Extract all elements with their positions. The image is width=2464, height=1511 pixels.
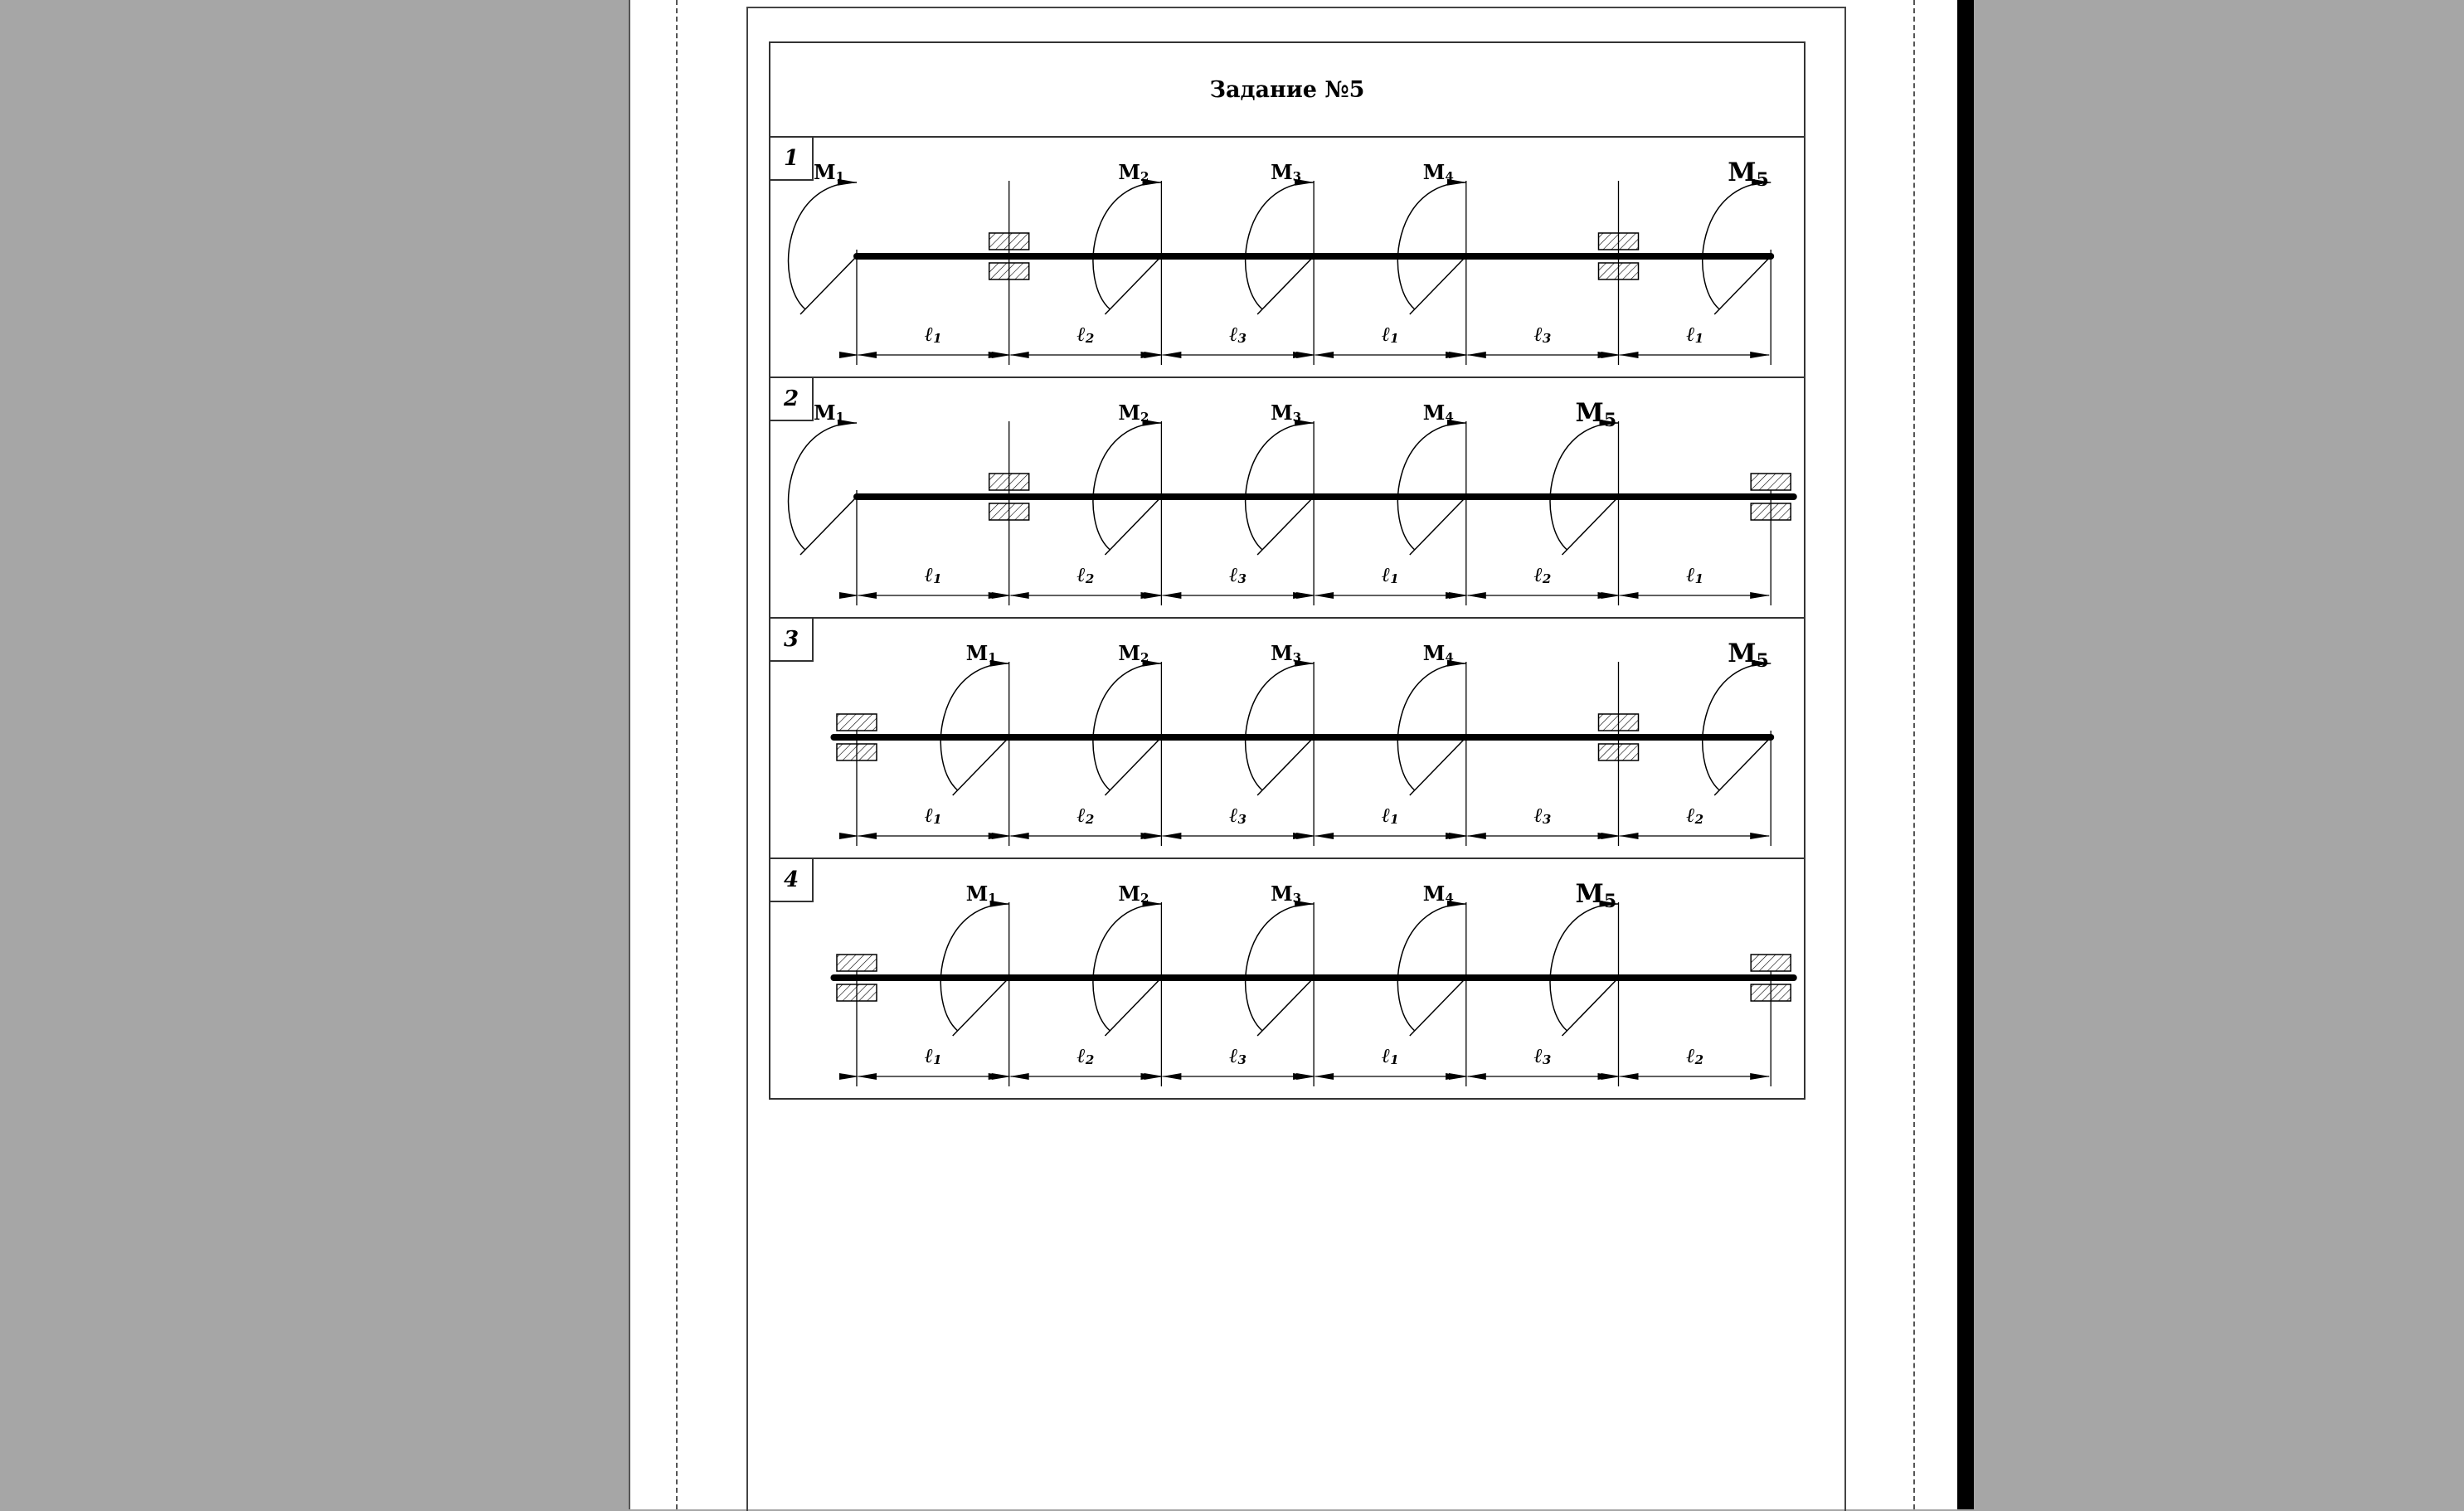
dimension-3 bbox=[1162, 322, 1312, 358]
length-subscript: 3 bbox=[1237, 1052, 1247, 1067]
bearing-bottom bbox=[837, 744, 877, 760]
dimension-arrow bbox=[1315, 1073, 1334, 1080]
diagram-number: 4 bbox=[770, 859, 814, 902]
moment-arc bbox=[940, 904, 1008, 1031]
moment-leader bbox=[1562, 497, 1619, 555]
moment-subscript: 2 bbox=[1140, 410, 1149, 425]
length-label: ℓ3 bbox=[1229, 562, 1247, 586]
moment-subscript: 1 bbox=[835, 169, 845, 184]
length-label: ℓ3 bbox=[1229, 803, 1247, 827]
moment-3 bbox=[1246, 160, 1314, 314]
dimension-arrow bbox=[858, 833, 877, 839]
moment-arc bbox=[1397, 904, 1465, 1031]
length-subscript: 3 bbox=[1237, 331, 1247, 346]
bearing-top bbox=[989, 474, 1029, 490]
moment-arc bbox=[1246, 182, 1314, 309]
bearing-bottom bbox=[1599, 744, 1639, 760]
length-subscript: 2 bbox=[1085, 812, 1095, 827]
dimension-1 bbox=[858, 322, 1008, 358]
length-label: ℓ3 bbox=[1229, 1043, 1247, 1067]
dimension-arrow bbox=[1467, 833, 1486, 839]
length-label: ℓ1 bbox=[1686, 562, 1704, 586]
length-subscript: 3 bbox=[1237, 812, 1247, 827]
moment-leader bbox=[1257, 978, 1314, 1036]
diagram-row-3 bbox=[770, 619, 1804, 859]
moment-label: M5 bbox=[1575, 879, 1617, 912]
moment-subscript: 5 bbox=[1756, 650, 1769, 672]
moment-label: M4 bbox=[1422, 160, 1454, 184]
moment-2 bbox=[1093, 641, 1161, 795]
moment-label: M4 bbox=[1422, 641, 1454, 665]
moment-arc bbox=[1093, 663, 1161, 790]
dimension-6 bbox=[1620, 562, 1770, 599]
moment-label: M3 bbox=[1271, 882, 1302, 906]
moment-leader bbox=[1562, 978, 1619, 1036]
bearing-top bbox=[837, 955, 877, 971]
moment-leader bbox=[1257, 256, 1314, 314]
moment-subscript: 1 bbox=[988, 891, 997, 906]
moment-label: M3 bbox=[1271, 160, 1302, 184]
moment-label: M1 bbox=[814, 160, 845, 184]
dimension-arrow bbox=[1620, 833, 1639, 839]
bearing-bottom bbox=[989, 503, 1029, 520]
dimension-5 bbox=[1467, 1043, 1617, 1080]
moment-subscript: 1 bbox=[835, 410, 845, 425]
length-subscript: 2 bbox=[1694, 1052, 1704, 1067]
moment-leader bbox=[1410, 737, 1466, 795]
moment-1 bbox=[940, 882, 1008, 1036]
moment-1 bbox=[940, 641, 1008, 795]
dimension-2 bbox=[1010, 803, 1160, 839]
dimension-4 bbox=[1315, 803, 1465, 839]
bearing-top bbox=[989, 233, 1029, 250]
moment-arc bbox=[1550, 423, 1618, 550]
dimension-arrow bbox=[1620, 592, 1639, 599]
moment-label: M2 bbox=[1118, 160, 1149, 184]
moment-label: M5 bbox=[1575, 398, 1617, 431]
bearing-top bbox=[1751, 474, 1791, 490]
moment-leader bbox=[800, 256, 857, 314]
dimension-6 bbox=[1620, 322, 1770, 358]
moment-leader bbox=[1410, 497, 1466, 555]
moment-subscript: 4 bbox=[1445, 169, 1454, 184]
dimension-arrow bbox=[1620, 1073, 1639, 1080]
dimension-arrow bbox=[1162, 833, 1181, 839]
length-label: ℓ1 bbox=[1381, 803, 1399, 827]
moment-leader bbox=[1410, 256, 1466, 314]
task-table bbox=[769, 41, 1805, 1100]
moment-1 bbox=[789, 160, 857, 314]
dimension-arrow bbox=[1010, 833, 1029, 839]
length-subscript: 3 bbox=[1542, 812, 1552, 827]
moment-subscript: 4 bbox=[1445, 410, 1454, 425]
moment-leader bbox=[1105, 978, 1161, 1036]
moment-subscript: 2 bbox=[1140, 169, 1149, 184]
length-subscript: 2 bbox=[1694, 812, 1704, 827]
length-subscript: 1 bbox=[1694, 571, 1704, 586]
moment-label: M3 bbox=[1271, 401, 1302, 425]
dimension-1 bbox=[858, 803, 1008, 839]
dimension-arrow bbox=[1467, 352, 1486, 358]
length-label: ℓ2 bbox=[1686, 803, 1704, 827]
moment-arc bbox=[1703, 663, 1771, 790]
beam-scheme-2 bbox=[770, 378, 1804, 619]
dimension-arrow bbox=[858, 1073, 877, 1080]
length-label: ℓ2 bbox=[1076, 322, 1095, 346]
moment-1 bbox=[789, 401, 857, 555]
moment-arc bbox=[1246, 904, 1314, 1031]
dimension-arrow bbox=[1315, 592, 1334, 599]
moment-arc bbox=[1246, 423, 1314, 550]
moment-subscript: 1 bbox=[988, 650, 997, 665]
length-label: ℓ3 bbox=[1229, 322, 1247, 346]
moment-3 bbox=[1246, 401, 1314, 555]
length-label: ℓ1 bbox=[924, 322, 942, 346]
moment-subscript: 4 bbox=[1445, 650, 1454, 665]
moment-5 bbox=[1703, 639, 1771, 795]
length-subscript: 1 bbox=[1694, 331, 1704, 346]
dimension-arrow bbox=[858, 592, 877, 599]
page-edge-shadow bbox=[1957, 0, 1974, 1509]
dimension-2 bbox=[1010, 1043, 1160, 1080]
moment-5 bbox=[1550, 398, 1618, 555]
moment-label: M4 bbox=[1422, 882, 1454, 906]
moment-5 bbox=[1703, 158, 1771, 314]
dimension-arrow bbox=[858, 352, 877, 358]
moment-subscript: 5 bbox=[1756, 169, 1769, 191]
length-label: ℓ1 bbox=[1381, 1043, 1399, 1067]
length-label: ℓ1 bbox=[924, 1043, 942, 1067]
diagram-number: 1 bbox=[770, 138, 814, 181]
length-label: ℓ3 bbox=[1533, 803, 1552, 827]
dimension-6 bbox=[1620, 1043, 1770, 1080]
bearing-bottom bbox=[837, 984, 877, 1001]
dimension-arrow bbox=[1620, 352, 1639, 358]
length-label: ℓ2 bbox=[1076, 562, 1095, 586]
length-subscript: 1 bbox=[933, 571, 942, 586]
moment-leader bbox=[1257, 497, 1314, 555]
moment-subscript: 2 bbox=[1140, 650, 1149, 665]
diagram-row-2 bbox=[770, 378, 1804, 619]
moment-subscript: 2 bbox=[1140, 891, 1149, 906]
moment-arc bbox=[1093, 182, 1161, 309]
moment-subscript: 3 bbox=[1292, 169, 1302, 184]
moment-2 bbox=[1093, 882, 1161, 1036]
moment-label: M1 bbox=[965, 882, 997, 906]
bearing-bottom bbox=[1751, 984, 1791, 1001]
moment-5 bbox=[1550, 879, 1618, 1036]
beam-scheme-1 bbox=[770, 138, 1804, 378]
moment-label: M2 bbox=[1118, 882, 1149, 906]
dimension-1 bbox=[858, 1043, 1008, 1080]
moment-subscript: 3 bbox=[1292, 650, 1302, 665]
dimension-6 bbox=[1620, 803, 1770, 839]
length-label: ℓ2 bbox=[1076, 1043, 1095, 1067]
moment-label: M5 bbox=[1728, 158, 1769, 191]
dimension-arrow bbox=[1010, 1073, 1029, 1080]
dimension-2 bbox=[1010, 562, 1160, 599]
moment-label: M2 bbox=[1118, 401, 1149, 425]
length-subscript: 2 bbox=[1085, 1052, 1095, 1067]
dimension-4 bbox=[1315, 562, 1465, 599]
dimension-arrow bbox=[1010, 352, 1029, 358]
moment-leader bbox=[1714, 256, 1771, 314]
left-margin-guide bbox=[676, 0, 678, 1509]
moment-leader bbox=[1105, 256, 1161, 314]
length-subscript: 1 bbox=[933, 812, 942, 827]
dimension-1 bbox=[858, 562, 1008, 599]
moment-2 bbox=[1093, 160, 1161, 314]
length-subscript: 3 bbox=[1542, 331, 1552, 346]
length-subscript: 2 bbox=[1085, 571, 1095, 586]
length-subscript: 3 bbox=[1542, 1052, 1552, 1067]
moment-arc bbox=[1397, 182, 1465, 309]
length-subscript: 1 bbox=[1390, 1052, 1399, 1067]
length-subscript: 2 bbox=[1085, 331, 1095, 346]
moment-subscript: 4 bbox=[1445, 891, 1454, 906]
moment-label: M1 bbox=[814, 401, 845, 425]
dimension-arrow bbox=[1162, 1073, 1181, 1080]
length-label: ℓ1 bbox=[1686, 322, 1704, 346]
diagram-number: 3 bbox=[770, 619, 814, 662]
moment-4 bbox=[1397, 401, 1465, 555]
moment-2 bbox=[1093, 401, 1161, 555]
moment-leader bbox=[1105, 737, 1161, 795]
length-label: ℓ1 bbox=[924, 562, 942, 586]
moment-arc bbox=[1397, 663, 1465, 790]
moment-arc bbox=[1093, 904, 1161, 1031]
length-subscript: 1 bbox=[1390, 331, 1399, 346]
moment-arc bbox=[1093, 423, 1161, 550]
moment-3 bbox=[1246, 882, 1314, 1036]
dimension-arrow bbox=[1010, 592, 1029, 599]
length-subscript: 2 bbox=[1542, 571, 1552, 586]
moment-4 bbox=[1397, 882, 1465, 1036]
length-subscript: 3 bbox=[1237, 571, 1247, 586]
moment-arc bbox=[789, 423, 857, 550]
moment-label: M3 bbox=[1271, 641, 1302, 665]
moment-leader bbox=[800, 497, 857, 555]
diagram-row-4 bbox=[770, 859, 1804, 1100]
length-label: ℓ2 bbox=[1686, 1043, 1704, 1067]
bearing-bottom bbox=[989, 263, 1029, 279]
length-subscript: 1 bbox=[1390, 812, 1399, 827]
diagram-row-1 bbox=[770, 138, 1804, 378]
moment-subscript: 5 bbox=[1603, 410, 1617, 431]
moment-leader bbox=[953, 737, 1009, 795]
moment-leader bbox=[1105, 497, 1161, 555]
length-label: ℓ1 bbox=[924, 803, 942, 827]
bearing-bottom bbox=[1599, 263, 1639, 279]
moment-4 bbox=[1397, 160, 1465, 314]
moment-leader bbox=[1714, 737, 1771, 795]
dimension-arrow bbox=[1162, 592, 1181, 599]
moment-subscript: 3 bbox=[1292, 891, 1302, 906]
dimension-4 bbox=[1315, 322, 1465, 358]
moment-arc bbox=[1246, 663, 1314, 790]
length-label: ℓ1 bbox=[1381, 562, 1399, 586]
bearing-bottom bbox=[1751, 503, 1791, 520]
dimension-2 bbox=[1010, 322, 1160, 358]
right-margin-guide bbox=[1913, 0, 1915, 1509]
beam-scheme-4 bbox=[770, 859, 1804, 1098]
length-subscript: 1 bbox=[933, 1052, 942, 1067]
moment-leader bbox=[953, 978, 1009, 1036]
moment-leader bbox=[1257, 737, 1314, 795]
length-label: ℓ2 bbox=[1533, 562, 1552, 586]
dimension-arrow bbox=[1467, 592, 1486, 599]
moment-leader bbox=[1410, 978, 1466, 1036]
moment-subscript: 3 bbox=[1292, 410, 1302, 425]
length-label: ℓ3 bbox=[1533, 322, 1552, 346]
bearing-top bbox=[1599, 714, 1639, 731]
dimension-3 bbox=[1162, 1043, 1312, 1080]
moment-4 bbox=[1397, 641, 1465, 795]
moment-subscript: 5 bbox=[1603, 891, 1617, 912]
dimension-5 bbox=[1467, 562, 1617, 599]
length-subscript: 1 bbox=[1390, 571, 1399, 586]
moment-label: M5 bbox=[1728, 639, 1769, 672]
title-row bbox=[770, 43, 1804, 138]
moment-3 bbox=[1246, 641, 1314, 795]
moment-label: M2 bbox=[1118, 641, 1149, 665]
task-title: Задание №5 bbox=[1209, 76, 1365, 103]
diagram-number: 2 bbox=[770, 378, 814, 421]
dimension-arrow bbox=[1467, 1073, 1486, 1080]
moment-label: M1 bbox=[965, 641, 997, 665]
length-label: ℓ3 bbox=[1533, 1043, 1552, 1067]
moment-arc bbox=[1550, 904, 1618, 1031]
length-label: ℓ1 bbox=[1381, 322, 1399, 346]
moment-arc bbox=[1703, 182, 1771, 309]
dimension-arrow bbox=[1315, 352, 1334, 358]
moment-arc bbox=[789, 182, 857, 309]
length-label: ℓ2 bbox=[1076, 803, 1095, 827]
moment-label: M4 bbox=[1422, 401, 1454, 425]
dimension-5 bbox=[1467, 803, 1617, 839]
moment-arc bbox=[940, 663, 1008, 790]
length-subscript: 1 bbox=[933, 331, 942, 346]
dimension-arrow bbox=[1315, 833, 1334, 839]
bearing-top bbox=[1751, 955, 1791, 971]
dimension-5 bbox=[1467, 322, 1617, 358]
dimension-4 bbox=[1315, 1043, 1465, 1080]
bearing-top bbox=[1599, 233, 1639, 250]
dimension-3 bbox=[1162, 803, 1312, 839]
dimension-3 bbox=[1162, 562, 1312, 599]
moment-arc bbox=[1397, 423, 1465, 550]
bearing-top bbox=[837, 714, 877, 731]
beam-scheme-3 bbox=[770, 619, 1804, 859]
dimension-arrow bbox=[1162, 352, 1181, 358]
